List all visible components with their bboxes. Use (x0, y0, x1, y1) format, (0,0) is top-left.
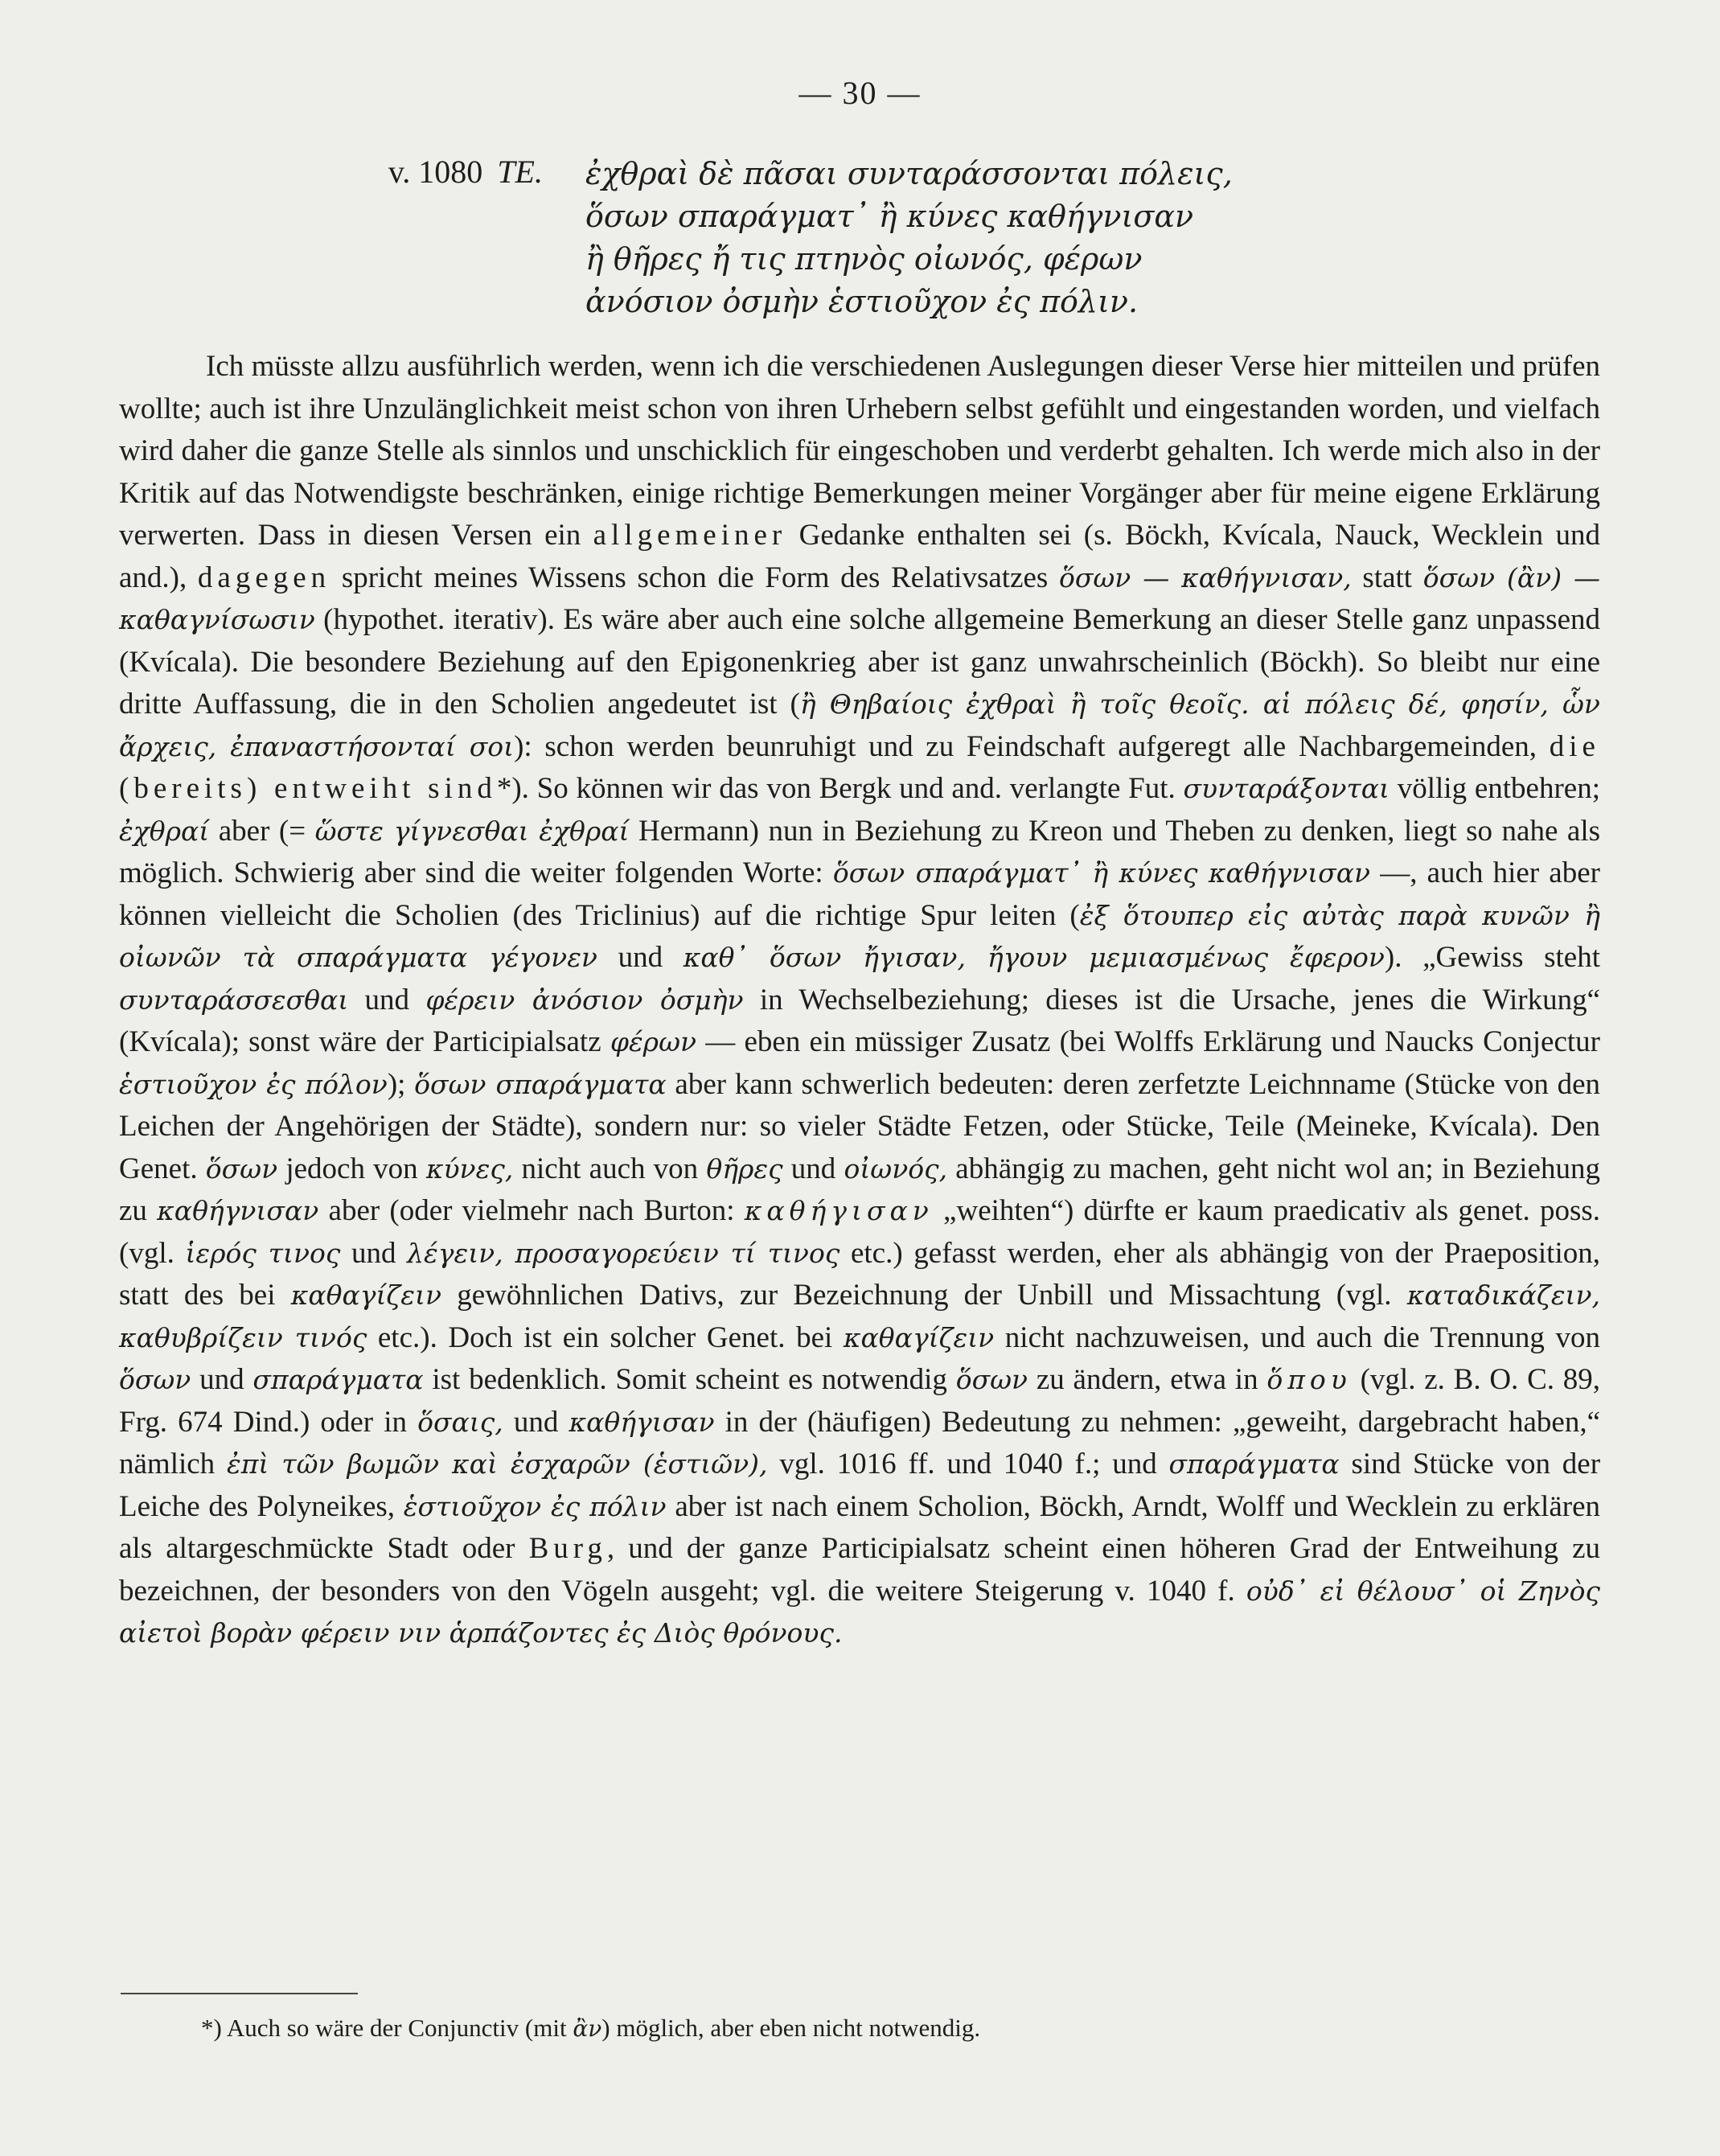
greek-quote: οἰωνός, (844, 1152, 948, 1185)
verse-lines (585, 153, 1631, 323)
verse-reference (0, 153, 543, 191)
text-run: völlig entbehren; (1390, 772, 1600, 805)
greek-quote: καθήγνισαν (157, 1195, 319, 1226)
text-run: und (340, 1236, 408, 1270)
greek-quote: καθαγίζειν (290, 1279, 442, 1311)
text-run: ist bedenklich. Somit scheint es notwendig (423, 1363, 956, 1396)
greek-quote: κύνες, (425, 1152, 514, 1185)
spaced-emphasis: Burg (528, 1532, 607, 1565)
text-run: abhängig zu machen, geht nicht wol an; in Beziehung zu (119, 1152, 1601, 1227)
text-run: „weihten“) dürfte er kaum praedicativ als genet. poss. (vgl. (119, 1194, 1600, 1270)
text-run: sind Stücke von der Leiche des Polyneikes, (119, 1448, 1601, 1523)
greek-quote: ἐχθραί (119, 815, 210, 847)
text-run: , und der ganze Participialsatz scheint einen höheren Grad der Entweihung zu bezeichnen, der besonders von den Vögeln ausgeht; vgl. die weitere Steigerung v. 1040 f. (119, 1532, 1600, 1608)
greek-quote: φέρων (610, 1026, 697, 1057)
text-run: zu ändern, etwa in (1028, 1363, 1267, 1396)
text-run: ). „Gewiss steht (1384, 941, 1600, 974)
verse-line: ὅσων σπαράγματ᾿ ἢ κύνες καθήγνισαν (585, 199, 1194, 234)
text-run: und (191, 1363, 253, 1396)
spaced-emphasis: allgemeiner (593, 519, 787, 552)
footnote-text: *) Auch so wäre der Conjunctiv (mit (201, 2014, 573, 2042)
text-run: (hypothet. iterativ). Es wäre aber auch eine solche allgemeine Bemerkung an dieser Stelle ganz unpassend (Kvícala). Die besondere Beziehung auf den Epigonenkrieg aber ist ganz unwahrscheinlich (Böckh). So bleibt nur eine dritte Auffassung, die in den Scholien angedeutet ist ( (119, 603, 1600, 721)
text-run: spricht meines Wissens schon die Form des Relativsatzes (330, 561, 1059, 594)
greek-quote: ὅσων (ἂν) — καθαγνίσωσιν (119, 561, 1600, 635)
text-run: gewöhnlichen Dativs, zur Bezeichnung der Unbill und Missachtung (vgl. (441, 1279, 1407, 1312)
text-run: aber (oder vielmehr nach Burton: (318, 1194, 745, 1227)
verse-line: ἢ θῆρες ἤ τις πτηνὸς οἰωνός, φέρων (585, 241, 1143, 277)
greek-quote: ἱερός τινος (185, 1237, 341, 1269)
text-run: ); (387, 1067, 415, 1101)
greek-quote: ἐπὶ τῶν βωμῶν καὶ ἐσχαρῶν (ἑστιῶν), (226, 1448, 768, 1480)
spaced-emphasis: dagegen (197, 561, 331, 594)
text-run: Gedanke enthalten sei (s. Böckh, Kvícala, Nauck, Wecklein und and.), (119, 519, 1601, 594)
text-run: aber (= (209, 814, 315, 848)
text-run: nicht nachzuweisen, und auch die Trennung von (994, 1320, 1600, 1354)
text-run: ): schon werden beunruhigt und zu Feindschaft aufgeregt alle Nachbargemeinden, (514, 729, 1550, 763)
text-run: aber ist nach einem Scholion, Böckh, Arndt, Wolff und Wecklein zu erklären als altargeschmückte Stadt oder (119, 1489, 1600, 1565)
greek-quote: ὅπου (1266, 1364, 1352, 1395)
greek-quote: ὅσων (205, 1152, 278, 1185)
text-run: Ich müsste allzu ausführlich werden, wenn ich die verschiedenen Auslegungen dieser Verse hier mitteilen und prüfen wollte; auch ist ihre Unzulänglichkeit meist schon von ihren Urhebern selbst gefühlt und eingestanden worden, und vielfach wird daher die ganze Stelle als sinnlos und unschicklich für eingeschoben und verderbt gehalten. Ich werde mich also in der Kritik auf das Notwendigste beschränken, einige richtige Bemerkungen meiner Vorgänger aber für meine eigene Erklärung verwerten. Dass in diesen Versen ein (119, 350, 1600, 552)
greek-quote: ὅσων σπαράγματα (414, 1068, 667, 1100)
greek-quote: σπαράγματα (252, 1364, 424, 1395)
text-run: aber kann schwerlich bedeuten: deren zerfetzte Leichnname (Stücke von den Leichen der Angehörigen der Städte), sondern nur: so vieler Städte Fetzen, oder Stücke, Teile (Meineke, Kvícala). Den Genet. (119, 1067, 1600, 1185)
greek-quote: ὅσαις, (417, 1406, 503, 1438)
greek-quote: οὐδ᾿ εἰ θέλουσ᾿ οἱ Ζηνὸς αἰετοὶ βορὰν φέρειν νιν ἁρπάζοντες ἐς Διὸς θρόνους. (119, 1575, 1600, 1649)
footnote-text: ) möglich, aber eben nicht notwendig. (601, 2014, 981, 2042)
greek-quote: ὅσων (119, 1364, 191, 1395)
text-run: und (348, 983, 426, 1016)
greek-quote: λέγειν, προσαγορεύειν τί τινος (407, 1237, 840, 1269)
spaced-emphasis: die (bereits) entweiht sind (119, 729, 1600, 805)
text-run: vgl. 1016 ff. und 1040 f.; und (767, 1448, 1169, 1480)
text-run: (vgl. z. B. O. C. 89, Frg. 674 Dind.) oder in (119, 1363, 1601, 1439)
greek-quote: θῆρες (706, 1152, 783, 1185)
text-run: Hermann) nun in Beziehung zu Kreon und Theben zu denken, liegt so nahe als möglich. Schwierig aber sind die weiter folgenden Worte: (119, 814, 1600, 889)
footnote-divider (121, 1993, 358, 1994)
commentary-paragraph (119, 346, 1600, 1655)
text-run: etc.) gefasst werden, eher als abhängig von der Praeposition, statt des bei (119, 1236, 1600, 1312)
verse-speaker: TE. (497, 154, 543, 190)
text-run: —, auch hier aber können vielleicht die Scholien (des Triclinius) auf die richtige Spur leiten ( (119, 856, 1600, 932)
greek-quote: ἑστιοῦχον ἐς πόλιν (403, 1490, 667, 1522)
text-run: etc.). Doch ist ein solcher Genet. bei (367, 1320, 844, 1354)
greek-quote: ἢ Θηβαίοις ἐχθραὶ ἢ τοῖς θεοῖς. αἱ πόλεις δέ, φησίν, ὧν ἄρχεις, ἐπαναστήσονταί σοι (119, 688, 1600, 762)
footnote-greek: ἂν (573, 2015, 602, 2042)
greek-quote: καθ᾿ ὅσων ἤγισαν, ἤγουν μεμιασμένως ἔφερον (683, 942, 1385, 973)
text-run: *). So können wir das von Bergk und and. verlangte Fut. (496, 772, 1184, 805)
page-number: — 30 — (798, 75, 922, 111)
greek-quote: ὥστε γίγνεσθαι ἐχθραί (314, 815, 630, 847)
greek-quote: φέρειν ἀνόσιον ὀσμὴν (425, 984, 744, 1016)
greek-quote: ἐξ ὅτουπερ εἰς αὐτὰς παρὰ κυνῶν ἢ οἰωνῶν τὰ σπαράγματα γέγονεν (119, 899, 1600, 973)
greek-quote: καταδικάζειν, καθυβρίζειν τινός (119, 1279, 1601, 1353)
text-run: und (782, 1152, 844, 1185)
verse-line: ἀνόσιον ὀσμὴν ἑστιοῦχον ἐς πόλιν. (585, 284, 1139, 319)
text-run: — eben ein müssiger Zusatz (bei Wolffs Erklärung und Naucks Conjectur (696, 1025, 1600, 1058)
greek-quote: ἑστιοῦχον ἐς πόλον (119, 1068, 388, 1100)
text-run: und (503, 1405, 569, 1439)
greek-quote: σπαράγματα (1168, 1448, 1340, 1480)
text-run: in der (häufigen) Bedeutung zu nehmen: „geweiht, dargebracht haben,“ nämlich (119, 1405, 1601, 1480)
text-run: jedoch von (277, 1152, 426, 1185)
text-run: und (597, 941, 683, 974)
footnote (201, 2010, 1568, 2047)
greek-quote: ὅσων — καθήγνισαν, (1058, 561, 1352, 593)
greek-quote: καθήγισαν (569, 1406, 715, 1438)
greek-quote: συνταράξονται (1183, 773, 1390, 804)
text-run: statt (1351, 561, 1423, 594)
verse-number: v. 1080 (388, 154, 483, 190)
greek-quote: ὅσων (955, 1364, 1028, 1395)
verse-line: ἐχθραὶ δὲ πᾶσαι συνταράσσονται πόλεις, (585, 156, 1233, 191)
greek-quote: καθαγίζειν (843, 1321, 995, 1353)
text-run: in Wechselbeziehung; dieses ist die Ursache, jenes die Wirkung“ (Kvícala); sonst wäre der Participialsatz (119, 983, 1601, 1058)
greek-quote: συνταράσσεσθαι (119, 984, 349, 1016)
greek-quote: καθήγισαν (744, 1195, 934, 1226)
greek-quote: ὅσων σπαράγματ᾿ ἢ κύνες καθήγνισαν (832, 857, 1371, 889)
text-run: nicht auch von (513, 1152, 707, 1185)
